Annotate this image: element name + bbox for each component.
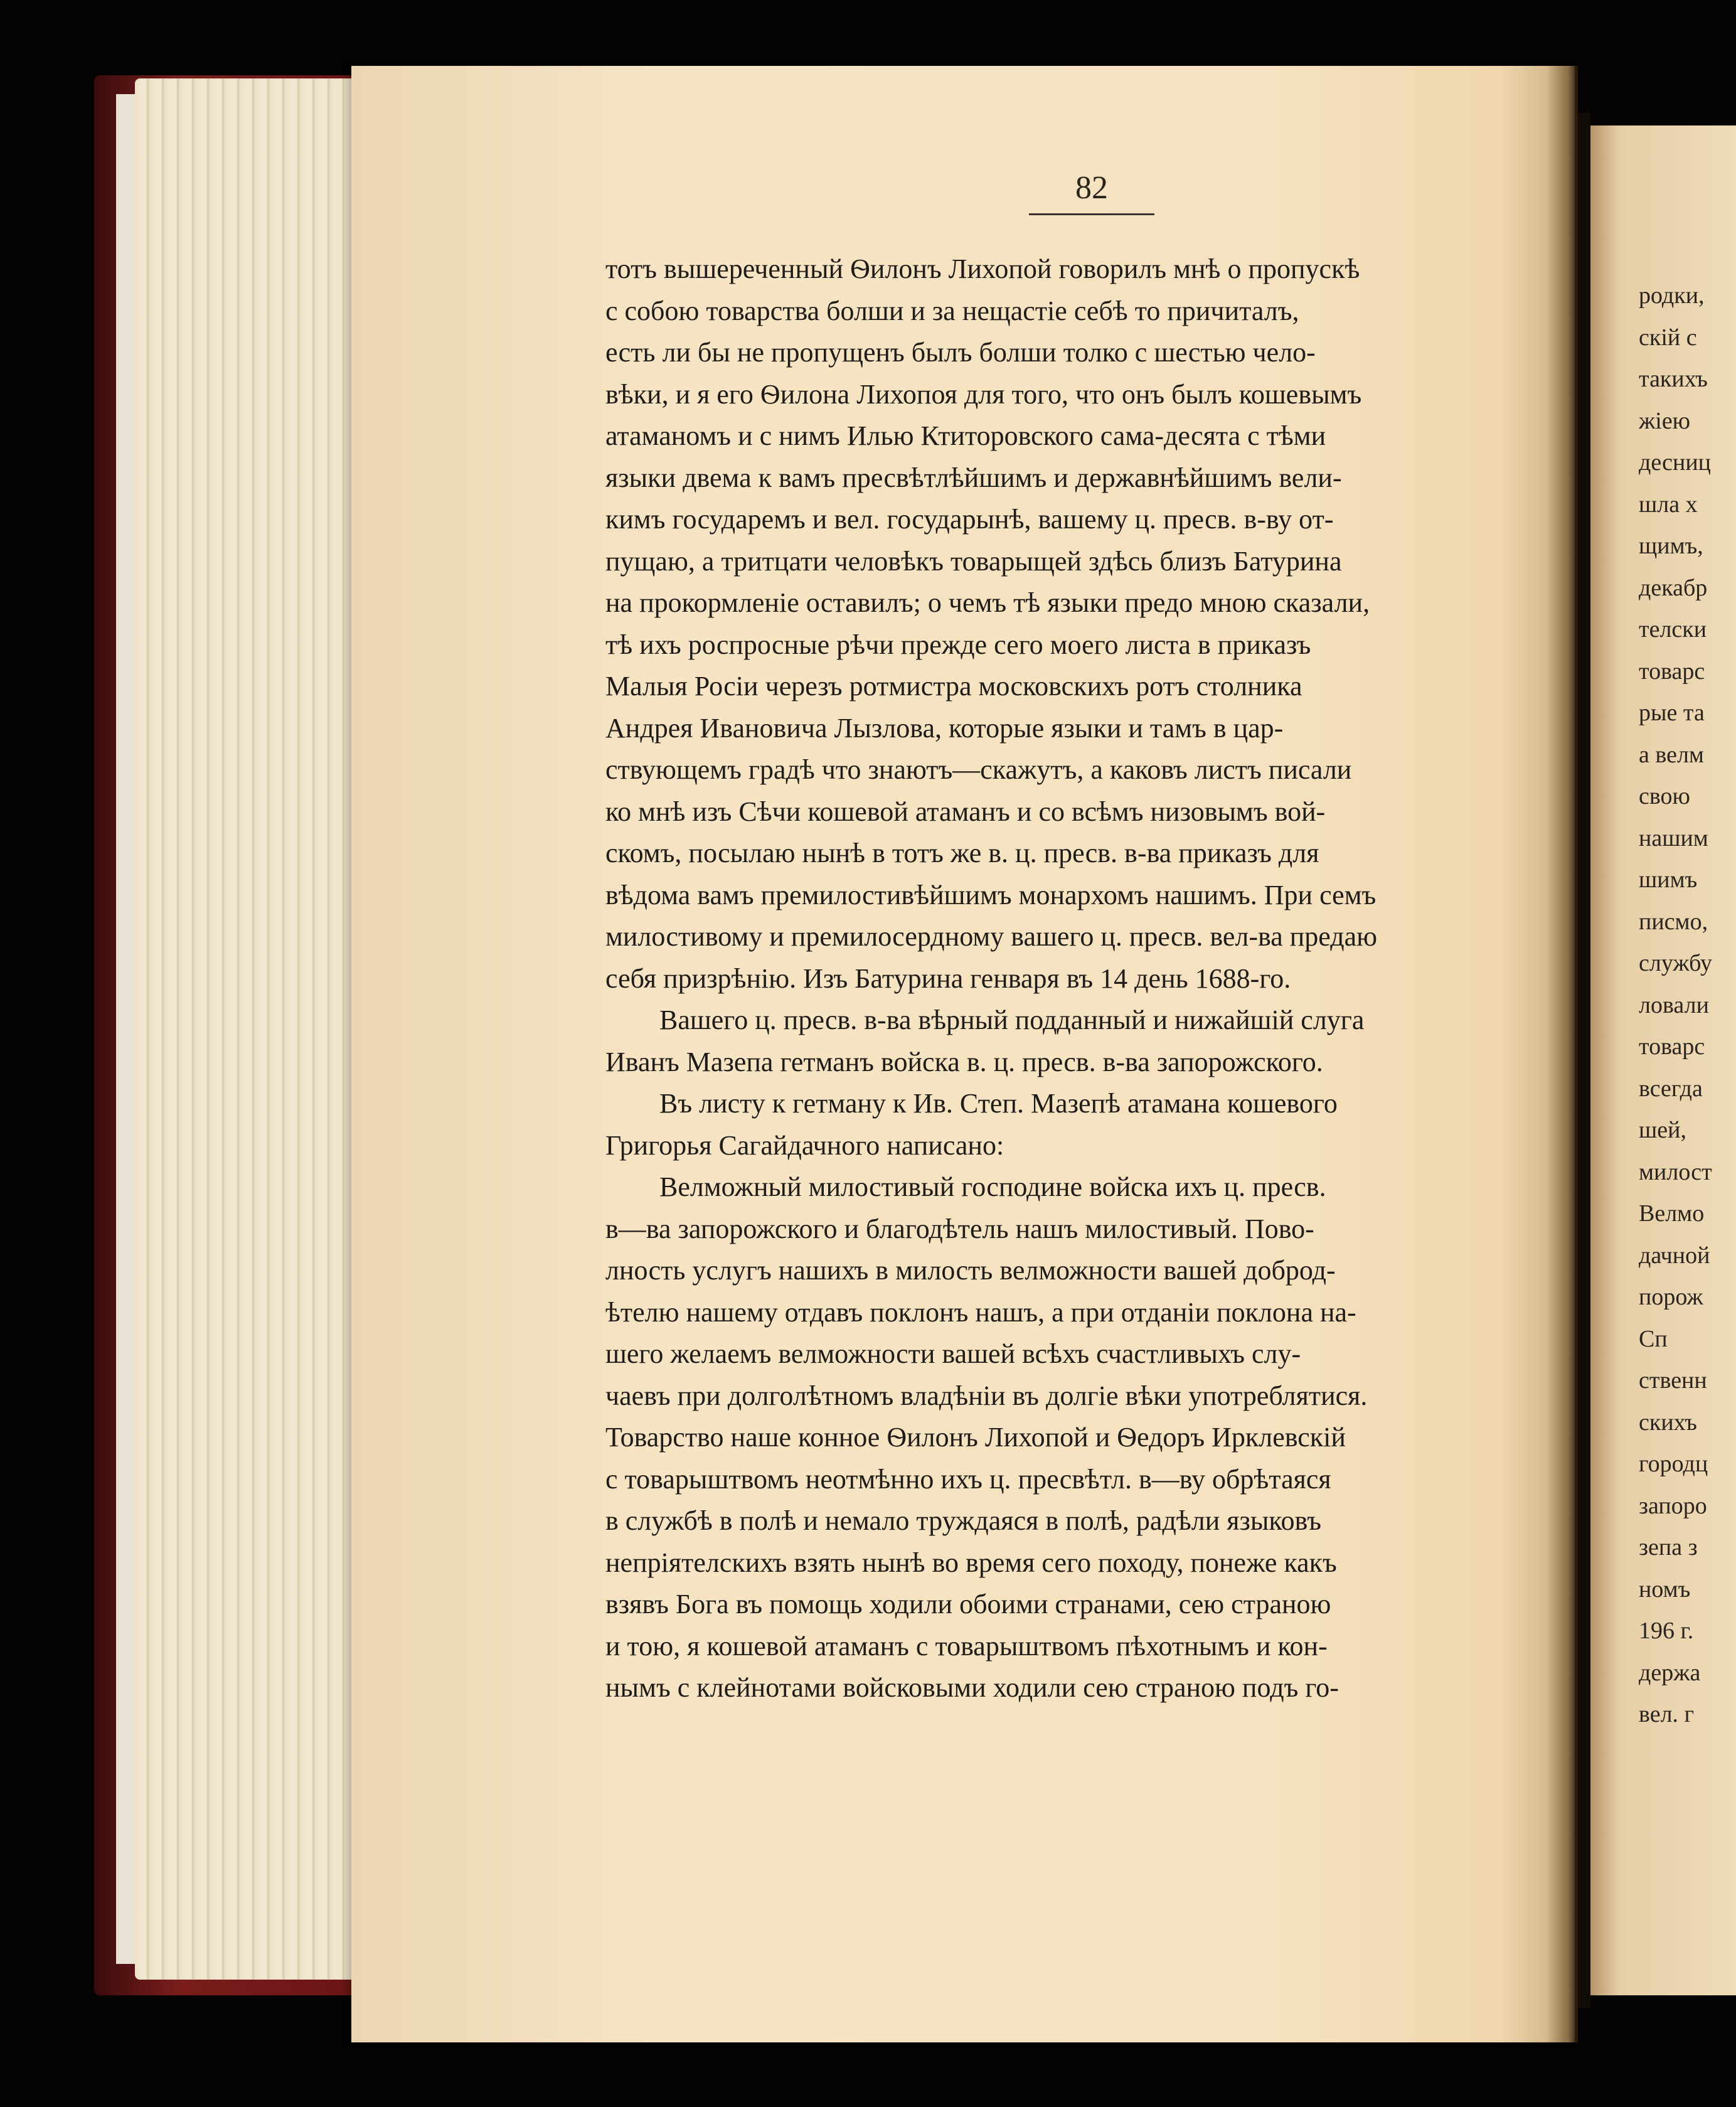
text-line: Въ листу к гетману к Ив. Степ. Мазепѣ атамана кошевого — [659, 1088, 1338, 1119]
right-text-line: Сп — [1639, 1325, 1668, 1352]
right-text-line: свою — [1639, 783, 1690, 809]
right-text-line: скій с — [1639, 324, 1697, 351]
right-text-line: такихъ — [1639, 366, 1708, 392]
text-line: ствующемъ градѣ что знаютъ—скажутъ, а каковъ листъ писали — [605, 754, 1352, 785]
right-text-line: телски — [1639, 616, 1707, 643]
right-text-line: дачной — [1639, 1242, 1710, 1269]
text-line: ѣтелю нашему отдавъ поклонъ нашъ, а при отданіи поклона на- — [605, 1296, 1356, 1328]
text-line: Григорья Сагайдачного написано: — [605, 1129, 1004, 1161]
text-line: в службѣ в полѣ и немало труждаяся в полѣ, радѣли языковъ — [605, 1505, 1321, 1536]
right-text-line: милост — [1639, 1158, 1712, 1185]
text-line: Велможный милостивый господине войска ихъ ц. пресв. — [659, 1171, 1326, 1202]
text-line: взявъ Бога въ помощь ходили обоими странами, сею страною — [605, 1589, 1331, 1619]
right-text-line: службу — [1639, 950, 1712, 976]
text-line: себя призрѣнію. Изъ Батурина генваря въ 14 день 1688-го. — [605, 963, 1291, 994]
text-line: на прокормленіе оставилъ; о чемъ тѣ языки предо мною сказали, — [605, 587, 1370, 618]
right-text-line: декабр — [1639, 574, 1708, 601]
text-line: Андрея Ивановича Лызлова, которые языки и тамъ в цар- — [605, 712, 1284, 744]
right-text-line: Велмо — [1639, 1200, 1705, 1227]
right-text-line: десниц — [1639, 449, 1712, 476]
text-line: лность услугъ нашихъ в милость велможности вашей доброд- — [605, 1255, 1336, 1286]
text-line: чаевъ при долголѣтномъ владѣніи въ долгіе вѣки употреблятися. — [605, 1380, 1368, 1411]
text-line: шего желаемъ велможности вашей всѣхъ счастливыхъ слу- — [605, 1338, 1301, 1369]
text-line: скомъ, посылаю нынѣ в тотъ же в. ц. пресв. в-ва приказъ для — [605, 838, 1319, 868]
cover-inner-lining — [116, 94, 135, 1964]
right-text-line: шла х — [1639, 491, 1698, 518]
text-line: в—ва запорожского и благодѣтель нашъ милостивый. Пово- — [605, 1213, 1314, 1244]
right-text-line: товарс — [1639, 658, 1705, 685]
text-line: Малыя Росіи черезъ ротмистра московскихъ ротъ столника — [605, 671, 1302, 701]
right-text-line: рые та — [1639, 700, 1705, 726]
right-text-line: нашим — [1639, 824, 1708, 851]
spine-gap — [1578, 113, 1590, 2008]
text-line: Товарство наше конное Ѳилонъ Лихопой и Ѳедоръ Ирклевскій — [605, 1422, 1346, 1453]
right-text-line: вел. г — [1639, 1701, 1695, 1727]
text-line: тѣ ихъ роспросные рѣчи прежде сего моего листа в приказъ — [605, 629, 1311, 660]
text-line: с товарыштвомъ неотмѣнно ихъ ц. пресвѣтл. в—ву обрѣтаяся — [605, 1463, 1331, 1495]
text-line: вѣдома вамъ премилостивѣйшимъ монархомъ нашимъ. При семъ — [605, 879, 1377, 910]
right-text-line: шимъ — [1639, 867, 1698, 893]
text-line: пущаю, а тритцати человѣкъ товарыщей здѣсь близъ Батурина — [605, 545, 1342, 577]
right-text-line: городц — [1639, 1451, 1708, 1477]
right-text-line: порож — [1639, 1284, 1703, 1310]
text-line: милостивому и премилосердному вашего ц. пресв. вел-ва предаю — [605, 921, 1378, 952]
right-text-line: зепа з — [1639, 1534, 1698, 1560]
main-text-block — [605, 248, 1565, 1709]
right-text-line: писмо, — [1639, 908, 1708, 935]
text-line: тотъ вышереченный Ѳилонъ Лихопой говорилъ мнѣ о пропускѣ — [605, 253, 1360, 284]
right-text-line: скихъ — [1639, 1409, 1697, 1436]
right-text-line: 196 г. — [1639, 1618, 1694, 1644]
text-line: языки двема к вамъ пресвѣтлѣйшимъ и державнѣйшимъ вели- — [605, 462, 1342, 493]
text-line: ко мнѣ изъ Сѣчи кошевой атаманъ и со всѣмъ низовымъ вой- — [605, 796, 1326, 827]
right-page-text — [1639, 275, 1736, 1736]
page-number: 82 — [1075, 170, 1108, 206]
right-text-line: а велм — [1639, 741, 1704, 768]
text-line: непріятелскихъ взять нынѣ во время сего походу, понеже какъ — [605, 1547, 1337, 1578]
right-text-line: родки, — [1639, 282, 1705, 309]
text-line: с собою товарства болши и за нещастіе себѣ то причиталъ, — [605, 295, 1299, 326]
text-line: и тою, я кошевой атаманъ с товарыштвомъ пѣхотнымъ и кон- — [605, 1630, 1328, 1662]
text-line: есть ли бы не пропущенъ былъ болши толко с шестью чело- — [605, 337, 1316, 368]
right-text-line: ственн — [1639, 1367, 1707, 1394]
right-text-line: шей, — [1639, 1117, 1686, 1143]
text-line: атаманомъ и с нимъ Илью Ктиторовского сама-десята с тѣми — [605, 420, 1326, 451]
text-line: вѣки, и я его Ѳилона Лихопоя для того, что онъ былъ кошевымъ — [605, 378, 1362, 410]
right-text-line: держа — [1639, 1659, 1701, 1686]
page-number-rule — [1029, 213, 1154, 215]
text-line: кимъ государемъ и вел. государынѣ, вашему ц. пресв. в-ву от- — [605, 504, 1334, 535]
right-text-line: запоро — [1639, 1492, 1707, 1519]
text-line: Иванъ Мазепа гетманъ войска в. ц. пресв. в-ва запорожского. — [605, 1046, 1323, 1077]
right-text-line: ловали — [1639, 991, 1709, 1018]
right-text-line: щимъ, — [1639, 533, 1703, 559]
text-line: нымъ с клейнотами войсковыми ходили сею страною подъ го- — [605, 1672, 1339, 1703]
right-text-line: номъ — [1639, 1576, 1691, 1603]
right-text-line: всегда — [1639, 1075, 1703, 1102]
right-text-line: товарс — [1639, 1033, 1705, 1060]
right-text-line: жіею — [1639, 407, 1691, 434]
text-line: Вашего ц. пресв. в-ва вѣрный подданный и нижайшій слуга — [659, 1005, 1365, 1035]
